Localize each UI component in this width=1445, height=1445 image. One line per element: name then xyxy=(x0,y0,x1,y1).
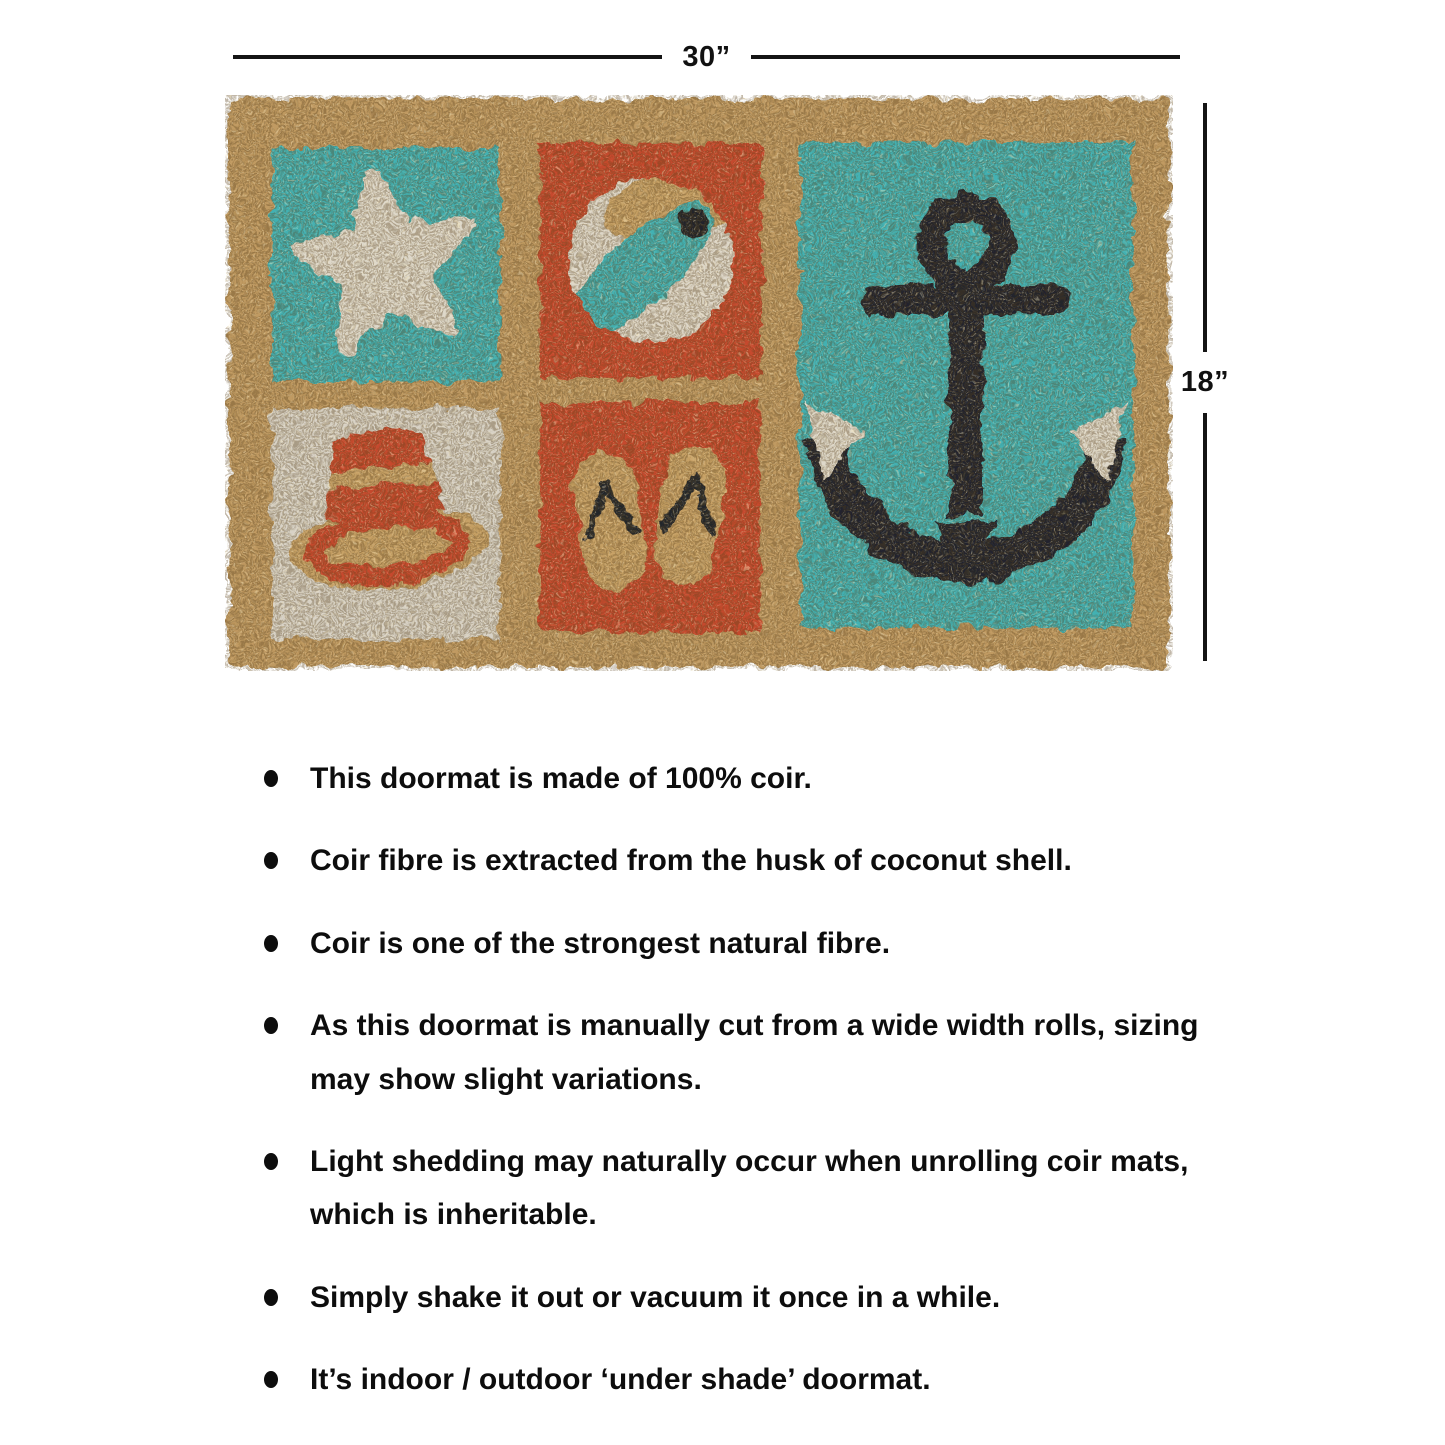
feature-item xyxy=(262,752,1217,805)
height-dimension-label: 18” xyxy=(1180,365,1230,398)
feature-item xyxy=(262,917,1217,970)
width-dimension-line-right xyxy=(751,55,1180,59)
bullet-dot xyxy=(264,770,278,787)
height-dimension xyxy=(1176,103,1234,661)
bullet-dot xyxy=(264,1289,278,1306)
width-dimension-label: 30” xyxy=(682,40,731,73)
feature-item xyxy=(262,1135,1217,1242)
feature-item xyxy=(262,1271,1217,1324)
feature-text: Light shedding may naturally occur when unrolling coir mats, which is inheritable. xyxy=(310,1144,1189,1232)
height-dimension-line-bottom xyxy=(1203,413,1207,662)
feature-item xyxy=(262,1353,1217,1406)
feature-text: This doormat is made of 100% coir. xyxy=(310,762,812,795)
width-dimension xyxy=(233,40,1180,74)
feature-text: Simply shake it out or vacuum it once in a while. xyxy=(310,1280,1001,1314)
feature-text: It’s indoor / outdoor ‘under shade’ doormat. xyxy=(310,1363,931,1397)
doormat-svg xyxy=(225,95,1173,671)
feature-text: Coir fibre is extracted from the husk of coconut shell. xyxy=(310,844,1072,878)
bullet-dot xyxy=(264,1017,278,1034)
bullet-dot xyxy=(264,935,278,952)
bullet-dot xyxy=(264,1153,278,1170)
bullet-dot xyxy=(264,852,278,869)
coir-texture-light xyxy=(225,95,1173,671)
width-dimension-line-left xyxy=(233,55,662,59)
feature-text: Coir is one of the strongest natural fibre. xyxy=(310,926,891,960)
doormat-image xyxy=(225,95,1173,671)
feature-item xyxy=(262,999,1217,1106)
feature-item xyxy=(262,834,1217,887)
bullet-dot xyxy=(264,1371,278,1388)
feature-text: As this doormat is manually cut from a wide width rolls, sizing may show slight variations. xyxy=(310,1009,1199,1096)
feature-list xyxy=(262,752,1217,1436)
height-dimension-line-top xyxy=(1203,103,1207,352)
